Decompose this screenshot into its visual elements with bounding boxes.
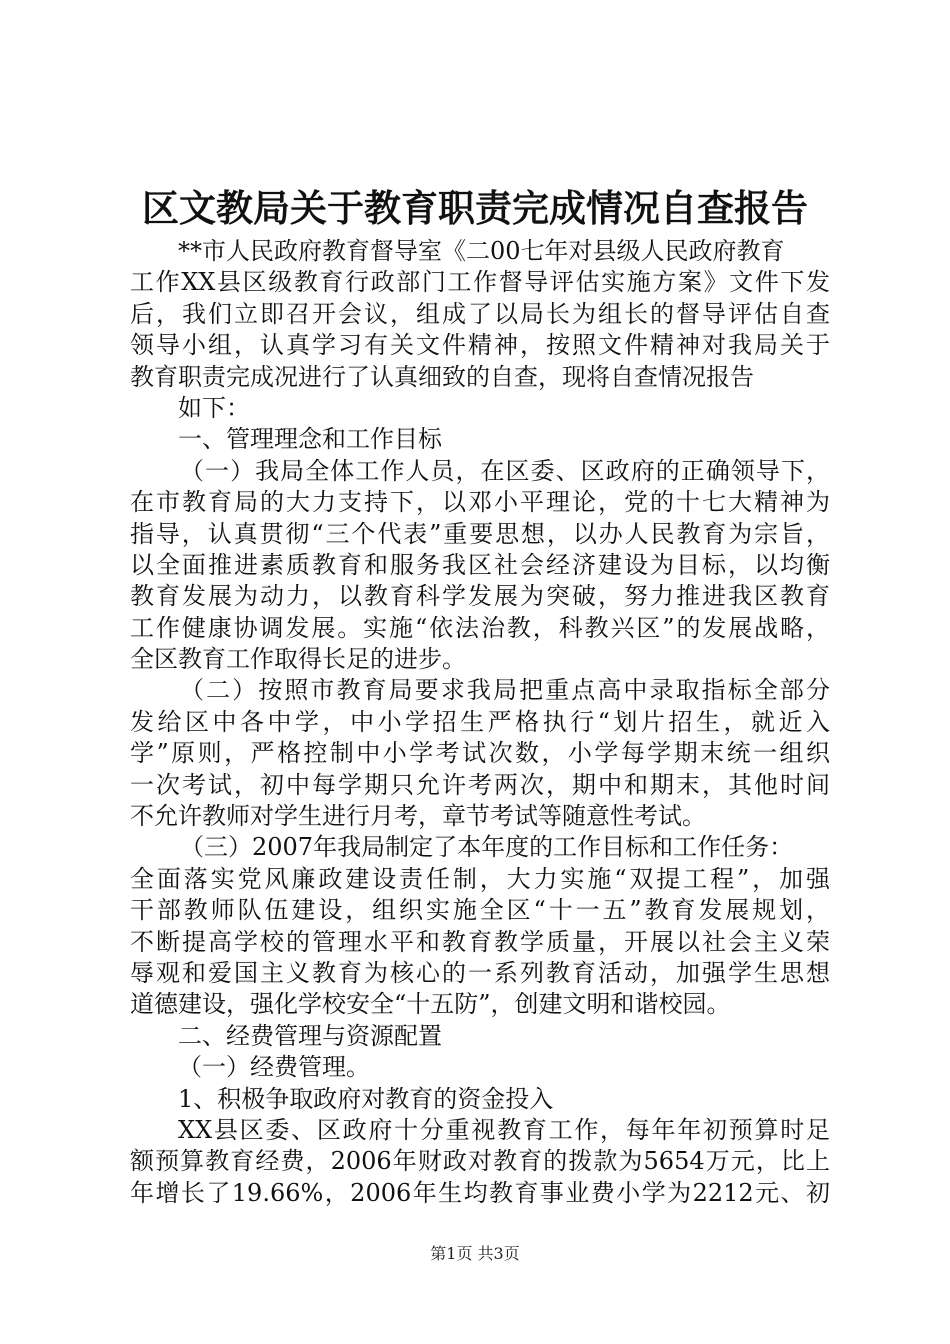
paragraph-line: 后，我们立即召开会议，组成了以局长为组长的督导评估自查 <box>130 299 830 328</box>
paragraph-line: XX县区委、区政府十分重视教育工作，每年年初预算时足 <box>178 1115 830 1144</box>
paragraph-line: 以全面推进素质教育和服务我区社会经济建设为目标，以均衡 <box>130 550 830 579</box>
paragraph-line: 学”原则，严格控制中小学考试次数，小学每学期末统一组织 <box>130 739 830 768</box>
paragraph-line: 教育发展为动力，以教育科学发展为突破，努力推进我区教育 <box>130 582 830 611</box>
subsection-heading: 1、积极争取政府对教育的资金投入 <box>178 1084 554 1113</box>
paragraph-line: 在市教育局的大力支持下，以邓小平理论，党的十七大精神为 <box>130 488 830 517</box>
paragraph-line: 额预算教育经费，2006年财政对教育的拨款为5654万元，比上 <box>130 1147 830 1176</box>
subsection-heading: （一）经费管理。 <box>178 1053 370 1082</box>
section-heading: 二、经费管理与资源配置 <box>178 1021 442 1050</box>
paragraph-line: 道德建设，强化学校安全“十五防”，创建文明和谐校园。 <box>130 990 731 1019</box>
paragraph-line: 年增长了19.66%，2006年生均教育事业费小学为2212元、初 <box>130 1178 830 1207</box>
paragraph-line: 指导，认真贯彻“三个代表”重要思想，以办人民教育为宗旨， <box>130 519 830 548</box>
paragraph-line: **市人民政府教育督导室《二00七年对县级人民政府教育 <box>178 237 785 265</box>
paragraph-line: 工作健康协调发展。实施“依法治教，科教兴区”的发展战略， <box>130 613 830 642</box>
paragraph-line: 教育职责完成况进行了认真细致的自查，现将自查情况报告 <box>130 362 754 391</box>
paragraph-line: 领导小组，认真学习有关文件精神，按照文件精神对我局关于 <box>130 331 830 360</box>
paragraph-line: 干部教师队伍建设，组织实施全区“十一五”教育发展规划， <box>130 896 830 925</box>
section-heading: 一、管理理念和工作目标 <box>178 425 442 454</box>
paragraph-line: 一次考试，初中每学期只允许考两次，期中和期末，其他时间 <box>130 770 830 799</box>
paragraph-line: 全区教育工作取得长足的进步。 <box>130 645 466 674</box>
document-body <box>130 236 830 1209</box>
paragraph-line: 发给区中各中学，中小学招生严格执行“划片招生，就近入 <box>130 707 830 736</box>
paragraph-line: （三）2007年我局制定了本年度的工作目标和工作任务： <box>180 833 794 862</box>
paragraph-line: 不允许教师对学生进行月考，章节考试等随意性考试。 <box>130 802 706 831</box>
paragraph-line: 辱观和爱国主义教育为核心的一系列教育活动，加强学生思想 <box>130 958 830 987</box>
paragraph-line: 不断提高学校的管理水平和教育教学质量，开展以社会主义荣 <box>130 927 830 956</box>
paragraph-line: （二）按照市教育局要求我局把重点高中录取指标全部分 <box>180 676 830 705</box>
document-title: 区文教局关于教育职责完成情况自查报告 <box>142 186 808 230</box>
paragraph-line: 全面落实党风廉政建设责任制，大力实施“双提工程”，加强 <box>130 864 830 893</box>
page-footer: 第1页 共3页 <box>430 1244 520 1263</box>
paragraph-line: 如下： <box>178 393 250 422</box>
paragraph-line: （一）我局全体工作人员，在区委、区政府的正确领导下， <box>180 456 830 485</box>
paragraph-line: 工作XX县区级教育行政部门工作督导评估实施方案》文件下发 <box>130 268 830 297</box>
